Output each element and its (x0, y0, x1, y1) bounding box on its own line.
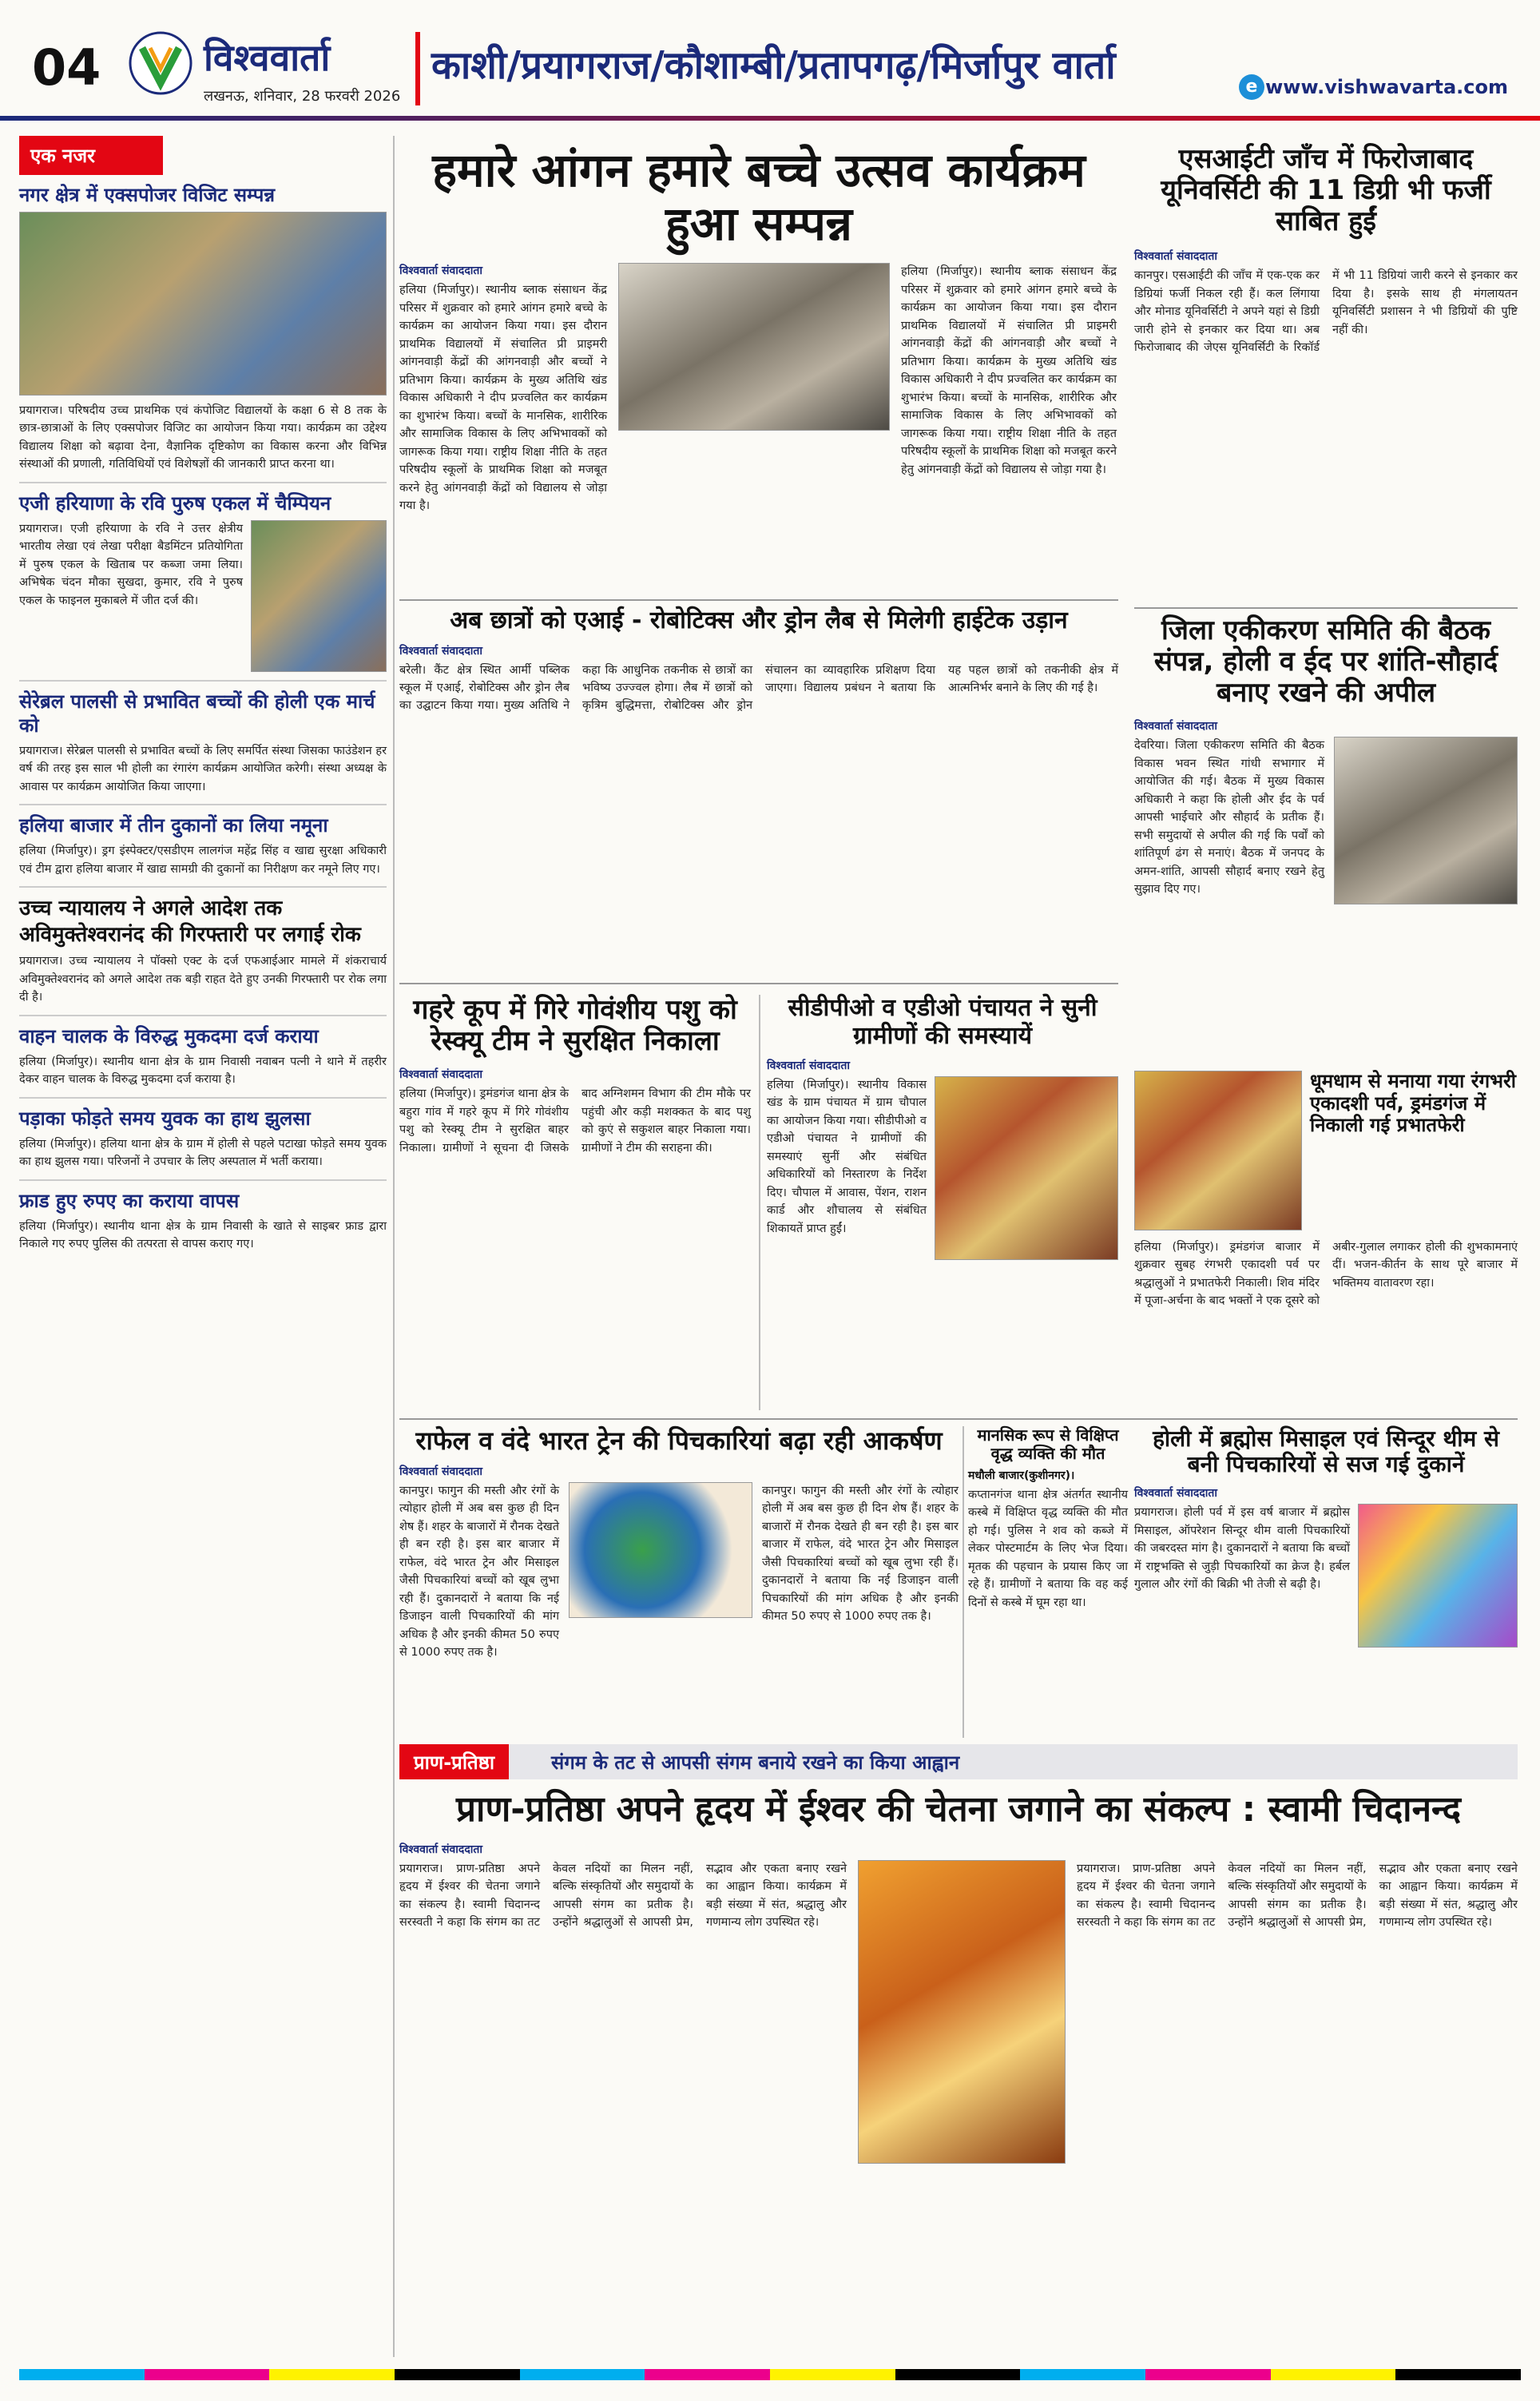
left-headline[interactable]: उच्च न्यायालय ने अगले आदेश तक अविमुक्तेश्वरानंद की गिरफ्तारी पर लगाई रोक (19, 896, 361, 947)
cow-headline[interactable]: गहरे कूप में गिरे गोवंशीय पशु को रेस्क्यू टीम ने सुरक्षित निकाला (413, 994, 737, 1058)
sdp-headline[interactable]: सीडीपीओ व एडीओ पंचायत ने सुनी ग्रामीणों की समस्यायें (788, 994, 1097, 1050)
paper-name: विश्ववार्ता (204, 36, 331, 79)
divider (19, 1097, 387, 1099)
left-body: हलिया (मिर्जापुर)। हलिया थाना क्षेत्र के ग्राम में होली से पहले पटाखा फोड़ते समय युवक का हाथ झुलस गया। परिजनों ने उपचार के लिए अस्पताल में भर्ती कराया। (19, 1137, 387, 1169)
left-item (19, 183, 387, 474)
sit-article (1134, 144, 1518, 591)
left-body: प्रयागराज। उच्च न्यायालय ने पॉक्सो एक्ट के दर्ज एफआईआर मामले में शंकराचार्य अविमुक्तेश्वरानंद को अगले आदेश तक बड़ी राहत देते हुए उनकी गिरफ्तारी पर रोक लगा दी है। (19, 955, 387, 1004)
swami-body-cont: प्रयागराज। प्राण-प्रतिष्ठा अपने हृदय में ईश्वर की चेतना जगाने का संकल्प है। स्वामी चिदानन्द सरस्वती ने कहा कि संगम का तट केवल नदियों का मिलन नहीं, बल्कि संस्कृतियों और समुदायों के आपसी संगम का प्रतीक है। उन्होंने श्रद्धालुओं से आपसी प्रेम, सद्भाव और एकता बनाए रखने का आह्वान किया। कार्यक्रम में बड़ी संख्या में संत, श्रद्धालु और गणमान्य लोग उपस्थित रहे। (1077, 1862, 1518, 1929)
paper-date: लखनऊ, शनिवार, 28 फरवरी 2026 (204, 88, 401, 105)
group-photo (19, 212, 387, 396)
masthead-underline (0, 116, 1540, 121)
divider (19, 804, 387, 805)
left-body: प्रयागराज। एजी हरियाणा के रवि ने उत्तर क्षेत्रीय भारतीय लेखा एवं लेखा परीक्षा बैडमिंटन प्रतियोगिता में पुरुष एकल के खिताब पर कब्जा जमा लिया। अभिषेक चंदन मौका सुखदा, कुमार, रवि ने पुरुष एकल के फाइनल मुकाबले में जीत दर्ज की। (19, 522, 243, 607)
byline: विश्ववार्ता संवाददाता (399, 644, 483, 658)
vridh-body: कप्तानगंज थाना क्षेत्र अंतर्गत स्थानीय कस्बे में विक्षिप्त वृद्ध व्यक्ति की मौत हो गई। पुलिस ने शव को कब्जे में लेकर पोस्टमार्टम के लिए भेज दिया। मृतक की पहचान के प्रयास किए जा रहे हैं। ग्रामीणों ने बताया कि वह कई दिनों से कस्बे में घूम रहा था। (968, 1489, 1128, 1609)
byline: विश्ववार्ता संवाददाता (1134, 250, 1218, 264)
left-item (19, 896, 387, 1006)
ai-article (399, 607, 1118, 975)
row-rule (399, 983, 1118, 984)
ai-headline[interactable]: अब छात्रों को एआई - रोबोटिक्स और ड्रोन लैब से मिलेगी हाईटेक उड़ान (450, 606, 1068, 634)
holi-article (1134, 1426, 1518, 1738)
dhumdham-article (1134, 1071, 1518, 1406)
rafale-headline[interactable]: राफेल व वंदे भारत ट्रेन की पिचकारियां बढ़ा रही आकर्षण (415, 1425, 943, 1456)
dhumdham-body: हलिया (मिर्जापुर)। ड्रमंडगंज बाजार में शुक्रवार सुबह रंगभरी एकादशी पर्व पर श्रद्धालुओं ने प्रभातफेरी निकाली। शिव मंदिर में पूजा-अर्चना के बाद भक्तों ने एक दूसरे को अबीर-गुलाल लगाकर होली की शुभकामनाएं दीं। भजन-कीर्तन के साथ पूरे बाजार में भक्तिमय वातावरण रहा। (1134, 1241, 1518, 1308)
masthead-divider (415, 32, 420, 105)
divider (19, 1179, 387, 1181)
page-number: 04 (32, 38, 101, 97)
vridh-article (968, 1426, 1128, 1738)
colors-photo (1358, 1504, 1518, 1648)
row-rule (1134, 607, 1518, 609)
ek-nazar-column (19, 136, 387, 2357)
left-headline[interactable]: हलिया बाजार में तीन दुकानों का लिया नमूना (19, 814, 328, 837)
byline: विश्ववार्ता संवाददाता (399, 1465, 483, 1478)
byline: विश्ववार्ता संवाददाता (1134, 1487, 1218, 1501)
left-body: प्रयागराज। सेरेब्रल पालसी से प्रभावित बच्चों के लिए समर्पित संस्था जिसका फाउंडेशन हर वर्ष की तरह इस साल भी होली का रंगारंग कार्यक्रम आयोजित करेगी। संस्था अध्यक्ष के आवास पर कार्यक्रम आयोजित किया जाएगा। (19, 744, 387, 793)
cow-article (399, 995, 751, 1410)
swami-article (399, 1790, 1518, 2357)
cow-body: हलिया (मिर्जापुर)। ड्रमंडगंज थाना क्षेत्र के बहुरा गांव में गहरे कूप में गिरे गोवंशीय पशु को रेस्क्यू टीम ने सुरक्षित बाहर निकाला। ग्रामीणों ने सूचना दी जिसके बाद अग्निशमन विभाग की टीम मौके पर पहुंची और कड़ी मशक्कत के बाद पशु को कुएं से सकुशल बाहर निकाला गया। ग्रामीणों ने टीम की सराहना की। (399, 1087, 751, 1155)
divider (19, 1015, 387, 1016)
left-item (19, 1107, 387, 1171)
vridh-headline[interactable]: मानसिक रूप से विक्षिप्त वृद्ध व्यक्ति की मौत (977, 1425, 1119, 1463)
holi-body: प्रयागराज। होली पर्व में इस वर्ष बाजार में ब्रह्मोस मिसाइल, ऑपरेशन सिन्दूर थीम वाली पिचकारियों की जबरदस्त मांग है। दुकानदारों ने बताया कि बच्चों में राष्ट्रभक्ति से जुड़ी पिचकारियों का क्रेज है। हर्बल गुलाल और रंगों की बिक्री भी तेजी से बढ़ी है। (1134, 1506, 1350, 1592)
ai-body: बरेली। कैंट क्षेत्र स्थित आर्मी पब्लिक स्कूल में एआई, रोबोटिक्स और ड्रोन लैब का उद्घाटन किया गया। मुख्य अतिथि ने कहा कि आधुनिक तकनीक से छात्रों का भविष्य उज्ज्वल होगा। लैब में छात्रों को कृत्रिम बुद्धिमत्ता, रोबोटिक्स और ड्रोन संचालन का व्यावहारिक प्रशिक्षण दिया जाएगा। विद्यालय प्रबंधन ने बताया कि यह पहल छात्रों को तकनीकी क्षेत्र में आत्मनिर्भर बनाने के लिए की गई है। (399, 663, 1118, 713)
byline: विश्ववार्ता संवाददाता (399, 1068, 483, 1082)
left-body: प्रयागराज। परिषदीय उच्च प्राथमिक एवं कंपोजिट विद्यालयों के कक्षा 6 से 8 तक के छात्र-छात्राओं के लिए एक्सपोजर विजिट का आयोजन किया गया। कार्यक्रम का उद्देश्य विद्यालय शिक्षा को बढ़ावा देना, वैज्ञानिक दृष्टिकोण का विकास करना और विभिन्न संस्थाओं की प्रणाली, गतिविधियों एवं विशेषज्ञों की जानकारी प्राप्त करना था। (19, 404, 387, 471)
pran-pratishtha-band (399, 1744, 1518, 1779)
row-rule (399, 1418, 1518, 1420)
lead-headline[interactable]: हमारे आंगन हमारे बच्चे उत्सव कार्यक्रम हुआ सम्पन्न (432, 143, 1086, 251)
left-headline[interactable]: नगर क्षेत्र में एक्सपोजर विजिट सम्पन्न (19, 184, 276, 206)
lead-body: हलिया (मिर्जापुर)। स्थानीय ब्लाक संसाधन केंद्र परिसर में शुक्रवार को हमारे आंगन हमारे बच्चे के कार्यक्रम का आयोजन किया गया। इस दौरान प्राथमिक विद्यालयों में संचालित प्री प्राइमरी आंगनवाड़ी केंद्रों की आंगनवाड़ी और बच्चों ने प्रतिभाग किया। कार्यक्रम के मुख्य अतिथि खंड विकास अधिकारी ने दीप प्रज्वलित कर कार्यक्रम का शुभारंभ किया। बच्चों के मानसिक, शारीरिक और सामाजिक विकास के लिए अभिभावकों को जागरूक किया गया। राष्ट्रीय शिक्षा नीति के तहत परिषदीय स्कूलों के प्राथमिक शिक्षा को मजबूत करने हेतु आंगनवाड़ी केंद्रों को विद्यालय से जोड़ा गया है। (399, 284, 607, 512)
rafale-body-cont: कानपुर। फागुन की मस्ती और रंगों के त्योहार होली में अब बस कुछ ही दिन शेष हैं। शहर के बाजारों में रौनक देखते ही बन रही है। इस बार बाजार में राफेल, वंदे भारत ट्रेन और मिसाइल जैसी पिचकारियां बच्चों को खूब लुभा रही हैं। दुकानदारों ने बताया कि नई डिजाइन वाली पिचकारियों की मांग अधिक है और इनकी कीमत 50 रुपए से 1000 रुपए तक है। (762, 1484, 959, 1624)
left-headline[interactable]: पड़ाका फोड़ते समय युवक का हाथ झुलसा (19, 1107, 311, 1130)
byline: विश्ववार्ता संवाददाता (399, 264, 483, 278)
lead-article (399, 144, 1118, 543)
ek-nazar-tag: एक नजर (19, 136, 163, 175)
holi-headline[interactable]: होली में ब्रह्मोस मिसाइल एवं सिन्दूर थीम से बनी पिचकारियों से सज गई दुकानें (1153, 1425, 1499, 1478)
website-link[interactable]: www.vishwavarta.com (1265, 76, 1508, 98)
sit-body: कानपुर। एसआईटी की जाँच में एक-एक कर डिग्रियां फर्जी निकल रही हैं। कल लिंगाया और मोनाड यूनिवर्सिटी ने अपने यहां से डिग्री जारी होने से इनकार कर दिया था। अब फिरोजाबाद की जेएस यूनिवर्सिटी के रिकॉर्ड में भी 11 डिग्रियां जारी करने से इनकार कर दिया है। इसके साथ ही मंगलायतन यूनिवर्सिटी प्रशासन ने भी डिग्रियों की पुष्टि नहीं की। (1134, 269, 1518, 355)
byline: विश्ववार्ता संवाददाता (767, 1059, 851, 1072)
lead-body-cont: हलिया (मिर्जापुर)। स्थानीय ब्लाक संसाधन केंद्र परिसर में शुक्रवार को हमारे आंगन हमारे बच्चे के कार्यक्रम का आयोजन किया गया। इस दौरान प्राथमिक विद्यालयों में संचालित प्री प्राइमरी आंगनवाड़ी केंद्रों की आंगनवाड़ी और बच्चों ने प्रतिभाग किया। कार्यक्रम के मुख्य अतिथि खंड विकास अधिकारी ने दीप प्रज्वलित कर कार्यक्रम का शुभारंभ किया। बच्चों के मानसिक, शारीरिक और सामाजिक विकास के लिए अभिभावकों को जागरूक किया गया। राष्ट्रीय शिक्षा नीति के तहत परिषदीय स्कूलों के प्राथमिक शिक्षा को मजबूत करने हेतु आंगनवाड़ी केंद्रों को विद्यालय से जोड़ा गया है। (901, 265, 1117, 476)
byline: विश्ववार्ता संवाददाता (1134, 720, 1218, 733)
lead-photo (618, 263, 890, 431)
procession-photo (1134, 1071, 1302, 1230)
sdp-body: हलिया (मिर्जापुर)। स्थानीय विकास खंड के ग्राम पंचायत में ग्राम चौपाल का आयोजन किया गया। सीडीपीओ व एडीओ पंचायत ने ग्रामीणों की समस्याएं सुनीं और संबंधित अधिकारियों को निस्तारण के निर्देश दिए। चौपाल में आवास, पेंशन, राशन कार्ड और शौचालय से संबंधित शिकायतें प्राप्त हुईं। (767, 1079, 927, 1235)
masthead (0, 0, 1540, 120)
column-rule (393, 136, 395, 2357)
left-item (19, 1189, 387, 1254)
swami-headline[interactable]: प्राण-प्रतिष्ठा अपने हृदय में ईश्वर की चेतना जगाने का संकल्प : स्वामी चिदानन्द (456, 1789, 1461, 1830)
print-color-bar (19, 2369, 1521, 2380)
left-headline[interactable]: एजी हरियाणा के रवि पुरुष एकल में चैम्पियन (19, 491, 331, 515)
left-item (19, 813, 387, 878)
divider (19, 482, 387, 483)
left-body: हलिया (मिर्जापुर)। स्थानीय थाना क्षेत्र के ग्राम निवासी नवाबन पत्नी ने थाने में तहरीर देकर वाहन चालक के विरुद्ध मुकदमा दर्ज कराया है। (19, 1055, 387, 1087)
left-body: हलिया (मिर्जापुर)। स्थानीय थाना क्षेत्र के ग्राम निवासी के खाते से साइबर फ्राड द्वारा निकाले गए रुपए पुलिस की तत्परता से वापस कराए गए। (19, 1219, 387, 1250)
saints-photo (858, 1860, 1066, 2164)
player-photo (251, 520, 387, 672)
ekikaran-body: देवरिया। जिला एकीकरण समिति की बैठक विकास भवन स्थित गांधी सभागार में आयोजित की गई। बैठक में मुख्य विकास अधिकारी ने कहा कि होली और ईद के पर्व आपसी भाईचारे और सौहार्द के प्रतीक हैं। सभी समुदायों से अपील की गई कि पर्वों को शांतिपूर्ण ढंग से मनाएं। बैठक में जनपद के अमन-शांति, आपसी सौहार्द बनाए रखने हेतु सुझाव दिए गए। (1134, 739, 1324, 896)
crowd-photo (935, 1076, 1118, 1260)
left-headline[interactable]: सेरेब्रल पालसी से प्रभावित बच्चों की होली एक मार्च को (19, 690, 375, 737)
dhumdham-headline[interactable]: धूमधाम से मनाया गया रंगभरी एकादशी पर्व, ड्रमंडगंज में निकाली गई प्रभातफेरी (1310, 1070, 1516, 1137)
column-rule (759, 995, 760, 1410)
left-headline[interactable]: वाहन चालक के विरुद्ध मुकदमा दर्ज कराया (19, 1024, 319, 1047)
sit-headline[interactable]: एसआईटी जाँच में फिरोजाबाद यूनिवर्सिटी की 11 डिग्री भी फर्जी साबित हुईं (1161, 143, 1491, 238)
byline: विश्ववार्ता संवाददाता (399, 1842, 483, 1856)
divider (19, 886, 387, 888)
row-rule (399, 599, 1118, 601)
pichkari-photo (569, 1482, 752, 1618)
sdp-article (767, 995, 1118, 1410)
left-item (19, 690, 387, 796)
band-subheadline: संगम के तट से आपसी संगम बनाये रखने का किया आह्वान (551, 1751, 960, 1774)
rafale-body: कानपुर। फागुन की मस्ती और रंगों के त्योहार होली में अब बस कुछ ही दिन शेष हैं। शहर के बाजारों में रौनक देखते ही बन रही है। इस बार बाजार में राफेल, वंदे भारत ट्रेन और मिसाइल जैसी पिचकारियां बच्चों को खूब लुभा रही हैं। दुकानदारों ने बताया कि नई डिजाइन वाली पिचकारियों की मांग अधिक है और इनकी कीमत 50 रुपए से 1000 रुपए तक है। (399, 1484, 559, 1660)
byline: मधौली बाजार(कुशीनगर)। (968, 1469, 1075, 1482)
left-headline[interactable]: फ्राड हुए रुपए का कराया वापस (19, 1189, 240, 1212)
left-item (19, 491, 387, 672)
edition-title: काशी/प्रयागराज/कौशाम्बी/प्रतापगढ़/मिर्जापुर वार्ता (431, 43, 1116, 88)
band-tag: प्राण-प्रतिष्ठा (399, 1744, 509, 1779)
left-item (19, 1024, 387, 1089)
ekikaran-article (1134, 615, 1518, 1063)
logo-icon (128, 30, 193, 96)
globe-icon: e (1239, 74, 1264, 100)
rafale-article (399, 1426, 959, 1738)
swami-body: प्रयागराज। प्राण-प्रतिष्ठा अपने हृदय में ईश्वर की चेतना जगाने का संकल्प है। स्वामी चिदानन्द सरस्वती ने कहा कि संगम का तट केवल नदियों का मिलन नहीं, बल्कि संस्कृतियों और समुदायों के आपसी संगम का प्रतीक है। उन्होंने श्रद्धालुओं से आपसी प्रेम, सद्भाव और एकता बनाए रखने का आह्वान किया। कार्यक्रम में बड़ी संख्या में संत, श्रद्धालु और गणमान्य लोग उपस्थित रहे। (399, 1862, 847, 1929)
column-rule (963, 1426, 964, 1738)
meeting-photo (1334, 737, 1518, 904)
divider (19, 680, 387, 682)
ekikaran-headline[interactable]: जिला एकीकरण समिति की बैठक संपन्न, होली व ईद पर शांति-सौहार्द बनाए रखने की अपील (1153, 614, 1498, 710)
left-body: हलिया (मिर्जापुर)। ड्रग इंस्पेक्टर/एसडीएम लालगंज महेंद्र सिंह व खाद्य सुरक्षा अधिकारी एवं टीम द्वारा हलिया बाजार में खाद्य सामग्री की दुकानों का निरीक्षण कर नमूने लिए गए। (19, 845, 387, 876)
